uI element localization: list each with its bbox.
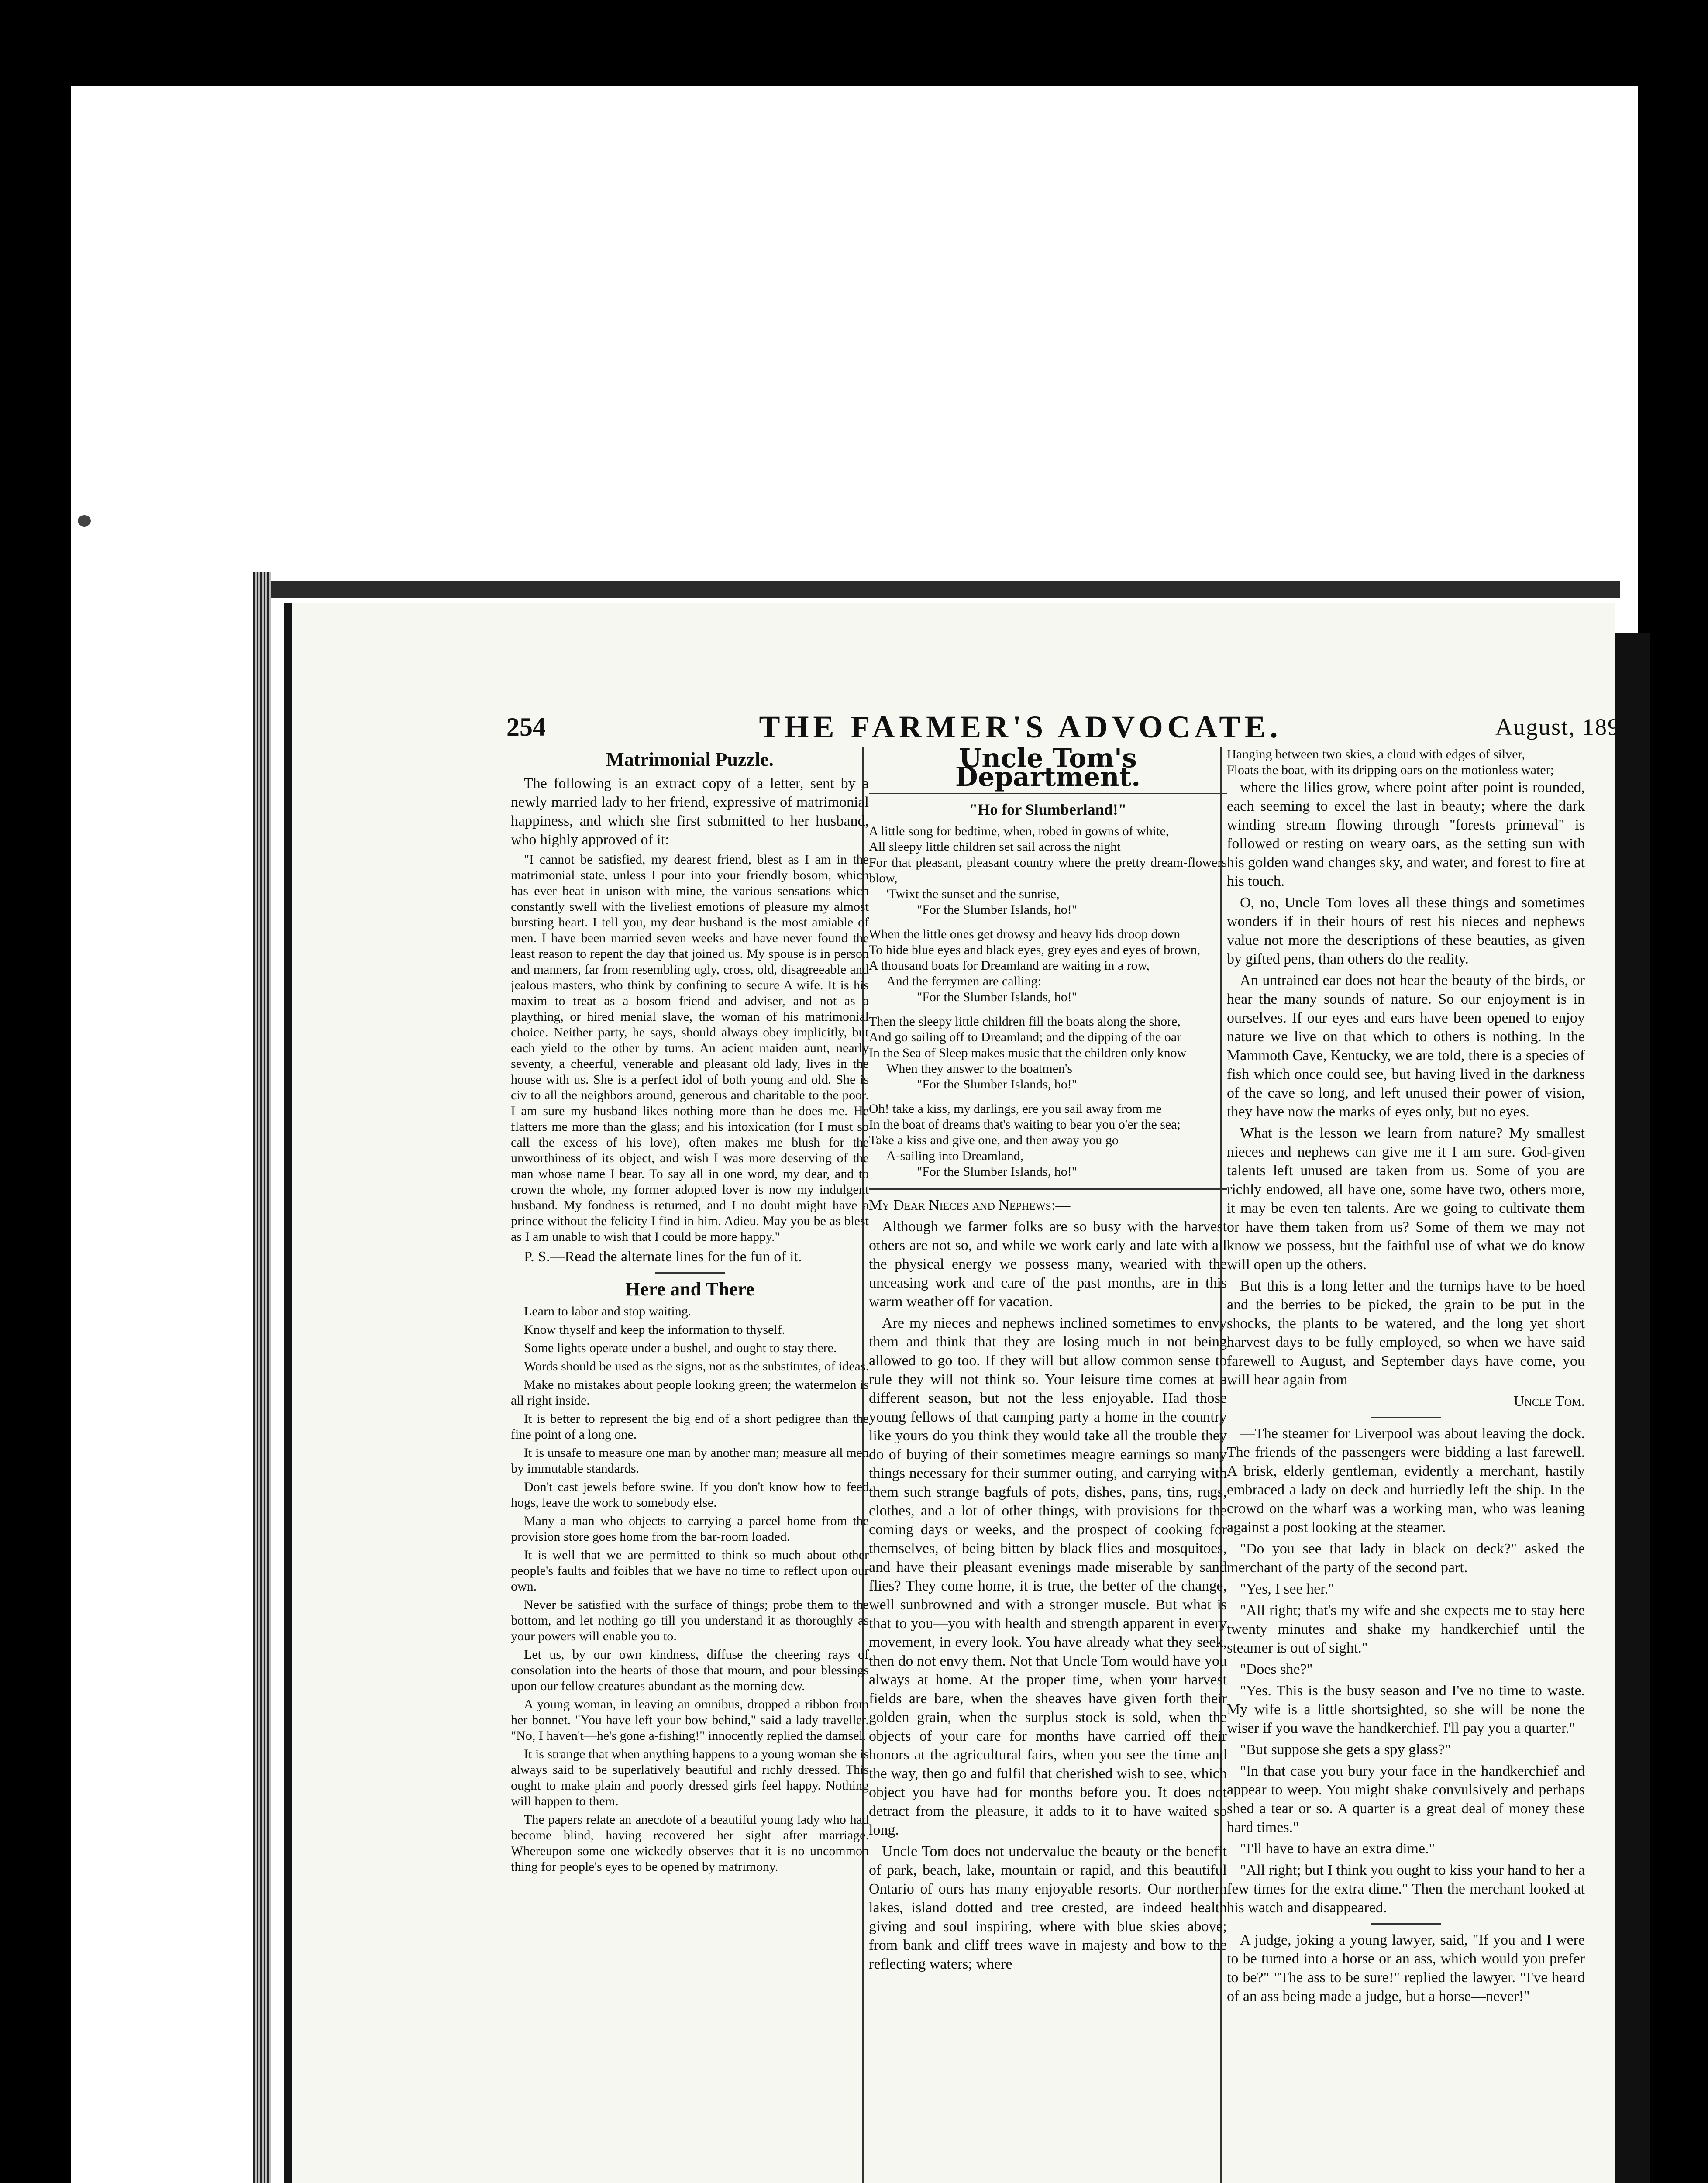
maxim-item: It is well that we are permitted to think so much about other people's faults and foibles that we have no time to reflect upon our own. (511, 1548, 869, 1594)
poem-stanza (869, 823, 1227, 918)
poem-line: All sleepy little children set sail across the night (869, 840, 1121, 854)
column-2 (869, 747, 1227, 2183)
letter-body (869, 1217, 1227, 1973)
paragraph: "Yes. This is the busy season and I've no time to waste. My wife is a little shortsighted, so she will be none the wiser if you wave the handkerchief. I'll pay you a quarter." (1227, 1683, 1585, 1736)
paragraph: O, no, Uncle Tom loves all these things and sometimes wonders if in their hours of rest his nieces and nephews value not more the descriptions of these beauties, as given by gifted pens, than others do the reality. (1227, 895, 1585, 967)
paragraph: Uncle Tom does not undervalue the beauty or the benefit of park, beach, lake, mountain or rapid, and this beautiful Ontario of ours has many enjoyable resorts. Our northern lakes, island dotted and tree crested, are indeed health giving and soul inspiring, where with blue skies above; from bank and cliff trees wave in majesty and bow to the reflecting waters; where (869, 1843, 1227, 1972)
poem-stanza (869, 1101, 1227, 1180)
paragraph: where the lilies grow, where point after point is rounded, each seeming to excel the last in beauty; where the dark winding stream flowing through "forests primeval" is followed or resting on weary oars, as the setting sun with his golden wand changes sky, and water, and forest to fire at his touch. (1227, 779, 1585, 889)
maxim-item: Don't cast jewels before swine. If you don't know how to feed hogs, leave the work to somebody else. (511, 1480, 869, 1510)
paragraph: —The steamer for Liverpool was about leaving the dock. The friends of the passengers were bidding a last farewell. A brisk, elderly gentleman, evidently a merchant, hastily embraced a lady on deck and hurriedly left the ship. In the crowd on the wharf was a working man, who was leaning against a post looking at the steamer. (1227, 1425, 1585, 1536)
maxim-item: It is unsafe to measure one man by another man; measure all men by immutable standards. (511, 1446, 869, 1476)
paragraph: "All right; but I think you ought to kiss your hand to her a few times for the extra dime." Then the merchant looked at his watch and disappeared. (1227, 1862, 1585, 1916)
poem-line: 'Twixt the sunset and the sunrise, (886, 887, 1060, 901)
maxim-item: A young woman, in leaving an omnibus, dropped a ribbon from her bonnet. "You have left your bow behind," said a lady traveller. "No, I haven't—he's gone a-fishing!" innocently replied the damsel. (511, 1697, 869, 1743)
poem-line: A-sailing into Dreamland, (886, 1149, 1024, 1163)
maxim-item: Words should be used as the signs, not as the substitutes, of ideas. (524, 1359, 869, 1374)
issue-date: August, 1890 (1495, 714, 1633, 740)
letter-text: "I cannot be satisfied, my dearest friend, blest as I am in the matrimonial state, unless I pour into your friendly bosom, which has ever beat in unison with mine, the various sensations which constantly swell with the liveliest emotions of pleasure my almost bursting heart. I tell you, my dear husband is the most amiable of men. I have been married seven weeks and have never found the least reason to repent the day that joined us. My spouse is in person and manners, far from resembling ugly, cross, old, disagreeable and jealous masters, who think by confining to secure A wife. It is his maxim to treat as a bosom friend and adviser, and not as a plaything, or hired menial slave, the woman of his matrimonial choice. Neither party, he says, should always obey implicitly, but each yield to the other by turns. An acient maiden aunt, nearly seventy, a cheerful, venerable and pleasant old lady, lives in the house with us. She is a perfect idol of both young and old. She is civ to all the neighbors around, generous and charitable to the poor. I am sure my husband likes nothing more than he does me. He flatters me more than the glass; and his intoxication (for I must so call the excess of his love), often makes me blush for the unworthiness of its object, and wish I was more deserving of the man whose name I bear. To say all in one word, my dear, and to crown the whole, my former adopted lover is now my indulgent husband. My fondness is returned, and I no doubt might have a prince without the felicity I find in him. Adieu. May you be as blest as I am unable to wish that I could be more happy." (511, 852, 869, 1244)
maxim-item: It is better to represent the big end of a short pedigree than the fine point of a long one. (511, 1412, 869, 1442)
book-top-shadow (271, 581, 1620, 598)
paragraph: "Does she?" (1240, 1661, 1313, 1677)
poem-line: "For the Slumber Islands, ho!" (917, 902, 1077, 917)
poem-stanza (869, 926, 1227, 1005)
paragraph: "I'll have to have an extra dime." (1240, 1841, 1435, 1857)
separator (869, 1188, 1227, 1190)
paragraph: But this is a long letter and the turnips have to be hoed and the berries to be picked, the grain to be put in the shocks, the plants to be watered, and the long yet short harvest days to be fully employed, so when we have said farewell to August, and September days have come, you will hear again from (1227, 1278, 1585, 1388)
column-1 (511, 747, 869, 2183)
paragraph: "Do you see that lady in black on deck?" asked the merchant of the party of the second part. (1227, 1541, 1585, 1576)
poem-line: A little song for bedtime, when, robed in gowns of white, (869, 824, 1169, 838)
poem-line: When they answer to the boatmen's (886, 1061, 1073, 1076)
poem-line: And the ferrymen are calling: (886, 974, 1041, 988)
paragraph: "Yes, I see her." (1240, 1581, 1335, 1597)
judge-anecdote: A judge, joking a young lawyer, said, "If you and I were to be turned into a horse or an ass, which would you prefer to be?" "The ass to be sure!" replied the lawyer. "I've heard of an ass being made a judge, but a horse—never!" (1227, 1932, 1585, 2004)
paragraph: "In that case you bury your face in the handkerchief and appear to weep. You might shake convulsively and perhaps shed a tear or so. A quarter is a great deal of money these hard times." (1227, 1763, 1585, 1835)
poem-line: In the Sea of Sleep makes music that the children only know (869, 1046, 1187, 1060)
poem-line: Hanging between two skies, a cloud with edges of silver, (1227, 747, 1525, 761)
page-header (506, 707, 1633, 747)
paragraph: An untrained ear does not hear the beauty of the birds, or hear the many sounds of nature. So our enjoyment is in ourselves. If our eyes and ears have been opened to enjoy nature we live on that which to others is nothing. In the Mammoth Cave, Kentucky, we are told, there is a species of fish which once could see, but having lived in the darkness of the cave so long, and left unused their power of vision, they have now the marks of eyes only, but no eyes. (1227, 972, 1585, 1120)
paragraph: Are my nieces and nephews inclined sometimes to envy them and think that they are losing much in not being allowed to go too. If they will but allow common sense to rule they will not think so. Your leisure time comes at a different season, but not the less enjoyable. Had those young fellows of that camping party a home in the country like yours do you think they would take all the trouble they do of buying of their sometimes meagre earnings so many things necessary for their summer outing, and carrying with them such strange bagfuls of pots, dishes, pans, tins, rugs, clothes, and a lot of other things, with provisions for the coming days or weeks, and the prospect of cooking for themselves, of being bitten by black flies and mosquitoes, and have their pleasant evenings made miserable by sand flies? They come home, it is true, the better of the change, well sunbrowned and with a stronger muscle. But what is that to you—you with health and strength apparent in every movement, in every look. You have already what they seek, then do not envy them. Not that Uncle Tom would have you always at home. At the proper time, when your harvest fields are bare, when the sheaves have given forth their golden grain, when the surplus stock is sold, when the objects of your care for months have carried off their honors at the agricultural fairs, when you see the time and the way, then go and fulfil that cherished wish to see, which object you have had for months before you. It does not detract from the pleasure, it adds to it to have waited so long. (869, 1315, 1227, 1838)
paragraph: Although we farmer folks are so busy with the harvest others are not so, and while we work early and late with all the physical energy we possess many, wearied with the unceasing work and care of the past months, are in this warm weather off for vacation. (869, 1219, 1227, 1310)
separator (1371, 1417, 1441, 1418)
poem-line: In the boat of dreams that's waiting to bear you o'er the sea; (869, 1117, 1181, 1132)
article-title: Here and There (625, 1278, 754, 1300)
poem-title: "Ho for Slumberland!" (969, 801, 1127, 818)
maxim-item: Some lights operate under a bushel, and ought to stay there. (524, 1341, 837, 1355)
paragraph: What is the lesson we learn from nature? My smallest nieces and nephews can give me it I am sure. God-given talents left unused are taken from us. Some of you are richly endowed, all have one, some have two, others more, it may be even ten talents. Are we going to cultivate them or have them taken from us? Some of them we may not know we possess, but the faithful use of what we do know will open up the others. (1227, 1125, 1585, 1273)
maxim-item: Know thyself and keep the information to thyself. (524, 1322, 785, 1337)
poem-line: Take a kiss and give one, and then away you go (869, 1133, 1119, 1147)
poem-line: "For the Slumber Islands, ho!" (917, 990, 1077, 1004)
separator (655, 1272, 725, 1274)
maxim-item: Never be satisfied with the surface of things; probe them to the bottom, and let nothing go till you understand it as thoroughly as your powers will enable you to. (511, 1598, 869, 1643)
maxim-item: Learn to labor and stop waiting. (524, 1304, 692, 1319)
department-title: Uncle Tom's Department. (955, 747, 1141, 792)
salutation: My Dear Nieces and Nephews:— (869, 1197, 1071, 1213)
poem-stanza (869, 1014, 1227, 1092)
poem (869, 823, 1227, 1180)
maxim-item: The papers relate an anecdote of a beautiful young lady who had become blind, having recovered her sight after marriage. Whereupon some one wickedly observes that it is no uncommon thing for people's eyes to be opened by matrimony. (511, 1812, 869, 1874)
paragraph: "But suppose she gets a spy glass?" (1240, 1742, 1451, 1758)
steamer-anecdote (1227, 1424, 1585, 1917)
poem-line: For that pleasant, pleasant country where the pretty dream-flowers blow, (869, 855, 1227, 885)
poem-line: And go sailing off to Dreamland; and the dipping of the oar (869, 1030, 1181, 1044)
article-title: Matrimonial Puzzle. (606, 749, 774, 770)
masthead: THE FARMER'S ADVOCATE. (759, 709, 1282, 744)
poem-line: Floats the boat, with its dripping oars on the motionless water; (1227, 763, 1554, 777)
column-3 (1227, 747, 1585, 2183)
page-number: 254 (506, 712, 546, 741)
poem-line: A thousand boats for Dreamland are waiting in a row, (869, 958, 1150, 973)
maxim-item: Let us, by our own kindness, diffuse the cheering rays of consolation into the hearts of those that mourn, and pour blessings upon our fellow creatures abundant as the morning dew. (511, 1647, 869, 1693)
scan-speck (78, 515, 91, 527)
poem-line: Then the sleepy little children fill the boats along the shore, (869, 1014, 1181, 1029)
poem-line: "For the Slumber Islands, ho!" (917, 1077, 1077, 1092)
separator (1371, 1923, 1441, 1925)
article-intro: The following is an extract copy of a letter, sent by a newly married lady to her friend, expressive of matrimonial happiness, and which she first submitted to her husband, who highly approved of it: (511, 775, 869, 848)
postscript: P. S.—Read the alternate lines for the fun of it. (524, 1249, 802, 1265)
maxim-item: Make no mistakes about people looking green; the watermelon is all right inside. (511, 1377, 869, 1408)
signature: Uncle Tom. (1513, 1393, 1585, 1409)
letter-body-continued (1227, 778, 1585, 1389)
book-spine (1615, 633, 1650, 2183)
separator (869, 793, 1227, 794)
maxim-item: It is strange that when anything happens to a young woman she is always said to be superlatively beautiful and richly dressed. This ought to make plain and poorly dressed girls feel happy. Nothing will happen to them. (511, 1747, 869, 1808)
book-page-edges (253, 572, 271, 2183)
poem-line: To hide blue eyes and black eyes, grey eyes and eyes of brown, (869, 943, 1201, 957)
paragraph: "All right; that's my wife and she expects me to stay here twenty minutes and shake my handkerchief until the steamer is out of sight." (1227, 1602, 1585, 1656)
maxims-list (511, 1304, 869, 1875)
maxim-item: Many a man who objects to carrying a parcel home from the provision store goes home from the bar-room loaded. (511, 1514, 869, 1544)
poem-line: When the little ones get drowsy and heavy lids droop down (869, 927, 1181, 941)
poem-line: Oh! take a kiss, my darlings, ere you sail away from me (869, 1102, 1162, 1116)
poem-line: "For the Slumber Islands, ho!" (917, 1164, 1077, 1179)
poem-fragment (1227, 747, 1585, 778)
